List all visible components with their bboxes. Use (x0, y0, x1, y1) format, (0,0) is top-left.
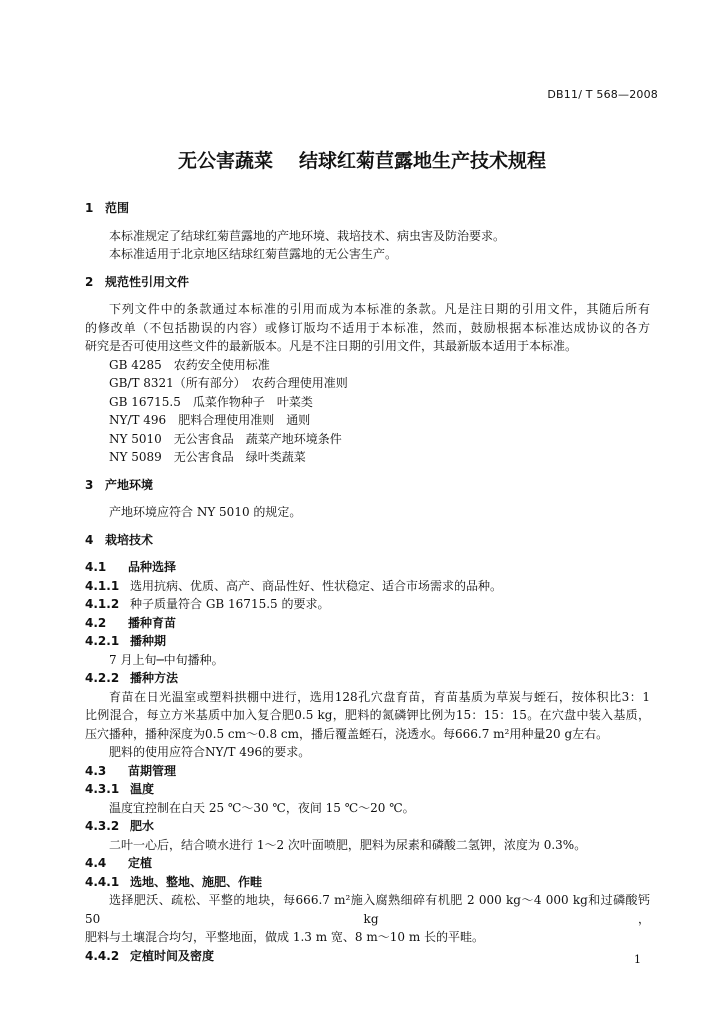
clause-heading: 4.2.1 播种期 (85, 634, 167, 648)
clause-heading: 4.4.1 选地、整地、施肥、作畦 (85, 874, 263, 889)
subsection-heading: 4.2 播种育苗 (85, 615, 177, 630)
page-number: 1 (634, 953, 641, 966)
document-body (85, 199, 650, 965)
paragraph-line: 肥料与土壤混合均匀，平整地面，做成 1.3 m 宽、8 m～10 m 长的平畦。 (85, 930, 485, 944)
subsection-heading: 4.4 定植 (85, 856, 153, 870)
reference-item: NY/T 496 肥料合理使用准则 通则 (109, 413, 311, 427)
section-heading: 2 规范性引用文件 (85, 274, 190, 289)
paragraph-line: 比例混合，每立方米基质中加入复合肥0.5 kg，肥料的氮磷钾比例为15：15：15。在穴盘中装入基质， (85, 708, 650, 722)
clause: 4.1.2 种子质量符合 GB 16715.5 的要求。 (85, 597, 330, 611)
paragraph: 温度宜控制在白天 25 ℃～30 ℃，夜间 15 ℃～20 ℃。 (109, 800, 415, 815)
reference-item: GB 4285 农药安全使用标准 (109, 357, 270, 372)
section-heading: 3 产地环境 (85, 477, 154, 492)
reference-item: NY 5010 无公害食品 蔬菜产地环境条件 (109, 431, 342, 446)
reference-item: NY 5089 无公害食品 绿叶类蔬菜 (109, 450, 306, 464)
title-part-1: 无公害蔬菜 (177, 150, 273, 172)
section-heading: 1 范围 (85, 201, 130, 215)
clause: 4.1.1 选用抗病、优质、高产、商品性好、性状稳定、适合市场需求的品种。 (85, 578, 503, 593)
paragraph: 产地环境应符合 NY 5010 的规定。 (109, 505, 302, 519)
paragraph-line: 的修改单（不包括勘误的内容）或修订版均不适用于本标准，然而，鼓励根据本标准达成协议的各方 (85, 320, 650, 335)
paragraph: 二叶一心后，结合喷水进行 1～2 次叶面喷肥，肥料为尿素和磷酸二氢钾，浓度为 0.3%。 (109, 837, 587, 852)
clause-heading: 4.3.1 温度 (85, 782, 155, 796)
title-part-2: 结球红菊苣露地生产技术规程 (299, 150, 547, 172)
standard-code: DB11/ T 568—2008 (547, 88, 658, 101)
section-heading: 4 栽培技术 (85, 532, 154, 547)
reference-item: GB/T 8321（所有部分） 农药合理使用准则 (109, 376, 348, 390)
paragraph: 本标准规定了结球红菊苣露地的产地环境、栽培技术、病虫害及防治要求。 (109, 228, 506, 243)
clause-heading: 4.2.2 播种方法 (85, 671, 179, 685)
paragraph-line: 研究是否可使用这些文件的最新版本。凡是不注日期的引用文件，其最新版本适用于本标准。 (85, 339, 578, 353)
paragraph-line: 选择肥沃、疏松、平整的地块，每666.7 m²施入腐熟细碎有机肥 2 000 kg～4 000 kg和过磷酸钙 50 kg， (85, 893, 650, 926)
paragraph-line: 压穴播种，播种深度为0.5 cm～0.8 cm，播后覆盖蛭石，浇透水。每666.7 m²用种量20 g左右。 (85, 726, 609, 741)
paragraph: 7 月上旬─中旬播种。 (109, 652, 224, 667)
reference-item: GB 16715.5 瓜菜作物种子 叶菜类 (109, 394, 313, 409)
paragraph-line: 下列文件中的条款通过本标准的引用而成为本标准的条款。凡是注日期的引用文件，其随后所有 (109, 302, 650, 316)
document-title (0, 146, 724, 173)
clause-heading: 4.4.2 定植时间及密度 (85, 948, 215, 963)
paragraph: 本标准适用于北京地区结球红菊苣露地的无公害生产。 (109, 247, 398, 261)
paragraph: 肥料的使用应符合NY/T 496的要求。 (109, 745, 311, 759)
clause-heading: 4.3.2 肥水 (85, 819, 155, 833)
subsection-heading: 4.1 品种选择 (85, 560, 177, 574)
subsection-heading: 4.3 苗期管理 (85, 763, 177, 778)
paragraph-line: 育苗在日光温室或塑料拱棚中进行，选用128孔穴盘育苗，育苗基质为草炭与蛭石，按体积比3：1 (109, 689, 650, 704)
